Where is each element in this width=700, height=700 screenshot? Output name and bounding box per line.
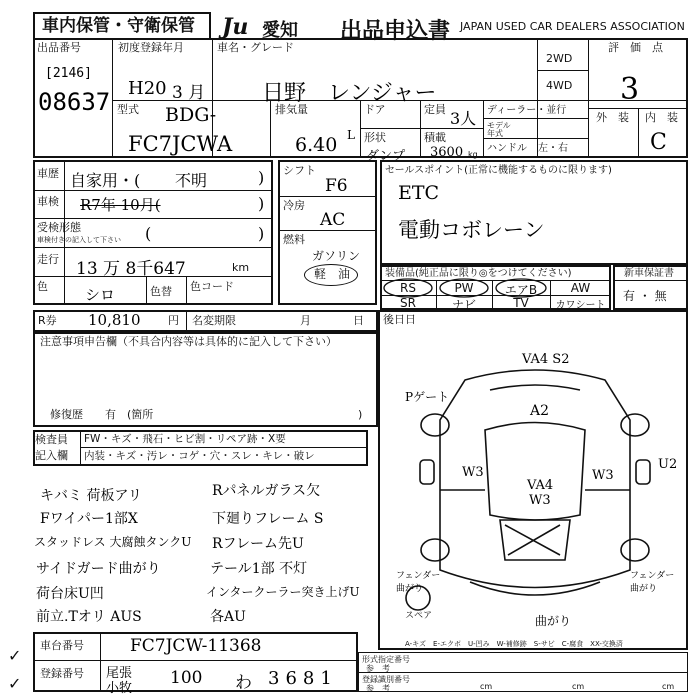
equip-rs: RS (400, 281, 416, 295)
ac-label: 冷房 (283, 199, 305, 212)
sales-point-line1: ETC (398, 182, 440, 204)
diag-fender-right: フェンダー曲がり (630, 571, 675, 594)
recycle-unit: 円 (168, 314, 179, 327)
new-warranty-value: 有 ・ 無 (623, 289, 667, 303)
shape-label: 形状 (364, 131, 386, 144)
repair-label: 修復歴 有 (箇所 (50, 408, 154, 421)
reg-year: H20 (128, 78, 167, 99)
cm-1: cm (480, 682, 493, 691)
history-label: 車歴 (37, 167, 59, 180)
note-line: サイドガード曲がり (36, 561, 161, 577)
shift-value: F6 (325, 176, 348, 196)
note-line: 前立.Tオリ AUS (36, 609, 142, 625)
displacement-label: 排気量 (275, 103, 308, 116)
expiry-month: 月 (300, 314, 311, 327)
chassis-value: FC7JCW-11368 (130, 636, 262, 656)
repair-close: ) (358, 408, 363, 421)
mileage-unit: km (232, 261, 250, 274)
color-value: シロ (85, 286, 116, 304)
note-line: インタークーラー突き上げU (206, 585, 360, 599)
equip-aw: AW (570, 281, 591, 295)
equip-tv: TV (513, 296, 529, 310)
note-line: Rフレーム先U (212, 536, 304, 552)
shape-value: ダンプ (366, 149, 406, 164)
plate-area2: 小牧 (106, 681, 133, 696)
inspector-line1: FW・キズ・飛石・ヒビ割・リペア跡・X要 (84, 433, 286, 445)
diag-fender-left: フェンダー曲がり (396, 571, 441, 594)
check-mark: ✓ (8, 646, 22, 665)
note-line: Fワイパー1部X (40, 511, 138, 527)
score-label: 評 価 点 (608, 41, 663, 54)
inspection-value: R7年 10月( (80, 196, 161, 214)
form-title: 出品申込書 (340, 19, 451, 44)
diag-spare: スペア (405, 611, 433, 621)
lot-sub: [2146] (45, 66, 92, 81)
diag-bottom: 曲がり (535, 614, 572, 628)
new-warranty-label: 新車保証書 (624, 268, 674, 279)
load-label: 積載 (424, 131, 446, 144)
mileage-value: 13 万 8千647 (76, 259, 186, 279)
model-year-label2: 年式 (487, 129, 503, 138)
equip-pw: PW (454, 281, 474, 295)
equip-airbag: エアB (504, 283, 538, 297)
expiry-day: 日 (353, 314, 364, 327)
sales-point-line2: 電動コボレーン (398, 218, 545, 242)
inspection-label: 車検 (37, 195, 59, 208)
receive-open: ( (145, 224, 152, 243)
inspection-close: ) (258, 194, 265, 213)
diag-w3-left: W3 (462, 465, 484, 480)
note-line: 各AU (210, 609, 246, 625)
equip-sr: SR (400, 296, 416, 310)
cm-2: cm (572, 682, 585, 691)
note-line: Rパネルガラス欠 (212, 483, 321, 499)
plate-class: 100 (170, 668, 203, 688)
handle-label: ハンドル (487, 143, 527, 154)
fuel-diesel: 軽 油 (314, 267, 351, 281)
recycle-value: 10,810 (88, 311, 141, 329)
diag-w3-center: W3 (529, 493, 551, 508)
note-line: キバミ 荷板アリ (40, 488, 142, 504)
plate-label: 登録番号 (40, 667, 84, 680)
handle-value: 左・右 (538, 143, 568, 154)
reg-month: 3 月 (172, 83, 206, 103)
reg-year-label: 初度登録年月 (118, 41, 184, 54)
diag-top-label: VA4 S2 (522, 352, 570, 367)
storage-label: 車内保管・守衛保管 (42, 16, 195, 36)
model-year-label: モデル (487, 121, 511, 130)
cm-3: cm (662, 682, 675, 691)
inspector-line2: 内装・キズ・汚レ・コゲ・穴・スレ・キレ・破レ (84, 450, 315, 462)
association-name: JAPAN USED CAR DEALERS ASSOCIATION (460, 20, 685, 33)
exterior-label: 外 装 (596, 111, 629, 124)
displacement-unit: L (347, 128, 355, 142)
equip-leather-seat: カワシート (555, 300, 606, 311)
load-unit: kg (468, 150, 478, 159)
receive-label: 受検形態 (37, 221, 81, 234)
equip-navi: ナビ (451, 298, 476, 312)
equip-circles (380, 276, 611, 300)
cert-label3: 登録識別番号 (362, 675, 410, 684)
fuel-gas: ガソリン (312, 249, 361, 263)
receive-note: 車検付きの記入して下さい (37, 236, 121, 244)
drive-4wd: 4WD (546, 79, 573, 92)
note-line: スタッドレス 大腐蝕タンクU (34, 535, 192, 549)
org-name: 愛知 (262, 20, 298, 41)
drive-2wd: 2WD (546, 52, 573, 65)
dealer-label: ディーラー・並行 (487, 105, 567, 116)
history-close: ) (258, 168, 265, 187)
cert-label4: 参 考 (366, 684, 390, 693)
diag-p-gate: Pゲート (405, 390, 450, 404)
shift-label: シフト (283, 164, 316, 177)
expiry-label: 名変期限 (192, 314, 236, 327)
receive-close: ) (258, 224, 265, 243)
score-value: 3 (620, 72, 640, 107)
ac-value: AC (320, 210, 346, 230)
inspector-label1: 検査員 (35, 433, 68, 446)
capacity-value: 3人 (450, 109, 477, 128)
capacity-label: 定員 (424, 103, 446, 116)
diag-a2: A2 (530, 403, 550, 419)
color-code-label: 色コード (190, 280, 234, 293)
history-value2: 不明 (175, 171, 208, 190)
interior-label: 内 装 (645, 111, 678, 124)
color-swap-label: 色替 (150, 285, 172, 298)
plate-kana: わ (235, 673, 252, 693)
diag-va4: VA4 (527, 478, 554, 493)
displacement-value: 6.40 (295, 134, 338, 156)
load-value: 3600 (430, 145, 464, 160)
equipment-label: 装備品(純正品に限り◎をつけてください) (385, 268, 572, 279)
type-code: FC7JCWA (128, 132, 233, 156)
after-day-label: 後日日 (383, 313, 416, 326)
note-line: 下廻りフレーム S (212, 511, 324, 527)
note-line: 荷台床U凹 (36, 586, 104, 602)
cert-label2: 参 考 (366, 664, 390, 673)
check-mark: ✓ (8, 674, 22, 693)
type-label: 型式 (117, 103, 139, 116)
lot-label: 出品番号 (37, 41, 81, 54)
history-value: 自家用・( (70, 171, 141, 190)
ju-logo: Ju (222, 14, 249, 40)
sales-point-label: セールスポイント(正常に機能するものに限ります) (385, 165, 612, 176)
inspector-label2: 記入欄 (35, 449, 68, 462)
notes-label: 注意事項申告欄（不具合内容等は具体的に記入して下さい） (40, 335, 337, 348)
color-label: 色 (37, 280, 48, 293)
mileage-label: 走行 (37, 253, 59, 266)
cert-label1: 形式指定番号 (362, 655, 410, 664)
diag-u2: U2 (658, 457, 678, 472)
model-label: 車名・グレード (217, 41, 294, 54)
chassis-label: 車台番号 (40, 639, 84, 652)
diag-w3-right: W3 (592, 468, 614, 483)
recycle-label: R券 (38, 314, 57, 327)
interior-grade: C (650, 130, 667, 155)
fuel-label: 燃料 (283, 233, 305, 246)
plate-area1: 尾張 (106, 666, 133, 681)
note-line: テール1部 不灯 (210, 561, 308, 577)
model-name: 日野 レンジャー (262, 81, 437, 106)
type-prefix: BDG- (165, 104, 217, 126)
lot-number: 08637 (38, 88, 111, 116)
door-label: ドア (364, 103, 386, 116)
plate-number: 3681 (268, 668, 338, 689)
diag-legend: A-キズ E-エクボ U-凹み W-補修跡 S-サビ C-腐食 XX-交換済 (405, 640, 623, 648)
